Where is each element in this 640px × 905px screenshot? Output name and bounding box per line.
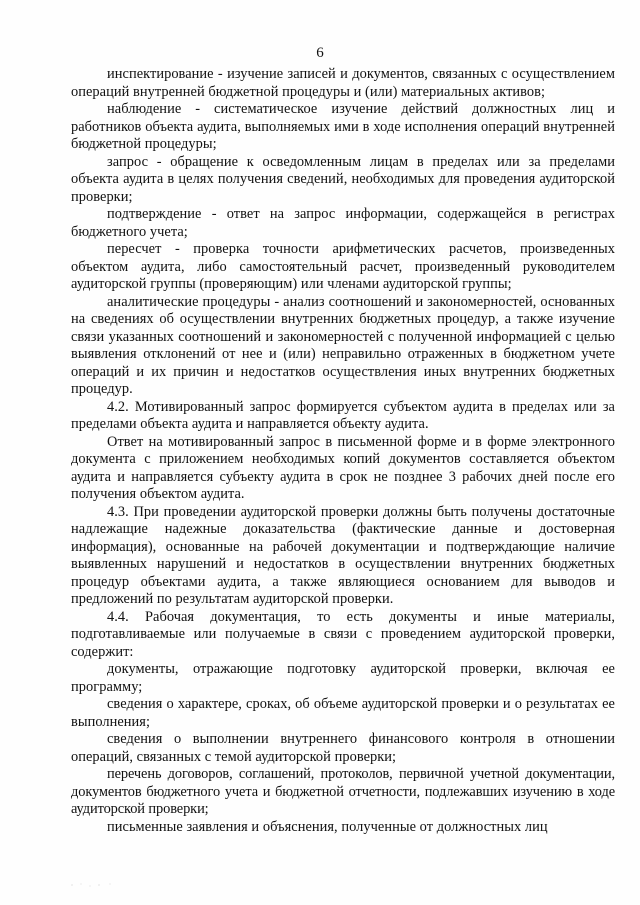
paragraph-request: запрос - обращение к осведомленным лицам в пределах или за пределами объекта аудита в целях получения сведений, необходимых для проведения аудиторской проверки; bbox=[71, 153, 615, 205]
paragraph-inspection: инспектирование - изучение записей и документов, связанных с осуществлением операций внутренней бюджетной процедуры и (или) материальных активов; bbox=[71, 66, 615, 100]
paragraph-confirmation: подтверждение - ответ на запрос информации, содержащейся в регистрах бюджетного учета; bbox=[71, 206, 615, 240]
paragraph-recalculation: пересчет - проверка точности арифметических расчетов, произведенных объектом аудита, либо самостоятельный расчет, произведенный руководителем аудиторской группы (проверяющим) или членами аудиторской группы; bbox=[71, 241, 615, 292]
paragraph-information-nature: сведения о характере, сроках, об объеме аудиторской проверки и о результатах ее выполнения; bbox=[71, 696, 615, 730]
document-body bbox=[71, 66, 615, 836]
paragraph-financial-control: сведения о выполнении внутреннего финансового контроля в отношении операций, связанных с темой аудиторской проверки; bbox=[71, 731, 615, 765]
page-number: 6 bbox=[316, 45, 324, 61]
paragraph-observation: наблюдение - систематическое изучение действий должностных лиц и работников объекта аудита, выполняемых ими в ходе исполнения операций внутренней бюджетной процедуры; bbox=[71, 101, 615, 152]
scan-noise-mark bbox=[68, 882, 118, 888]
paragraph-response: Ответ на мотивированный запрос в письменной форме и в форме электронного документа с приложением необходимых копий документов составляется объектом аудита и направляется субъекту аудита в срок не позднее 3 рабочих дней после его получения объектом аудита. bbox=[71, 433, 615, 502]
paragraph-4-4: 4.4. Рабочая документация, то есть документы и иные материалы, подготавливаемые или получаемые в связи с проведением аудиторской проверки, содержит: bbox=[71, 608, 615, 660]
paragraph-4-2: 4.2. Мотивированный запрос формируется субъектом аудита в пределах или за пределами объекта аудита и направляется объекту аудита. bbox=[71, 398, 615, 432]
paragraph-contracts-list: перечень договоров, соглашений, протоколов, первичной учетной документации, документов бюджетного учета и бюджетной отчетности, подлежавших изучению в ходе аудиторской проверки; bbox=[71, 766, 615, 817]
paragraph-analytical-procedures: аналитические процедуры - анализ соотношений и закономерностей, основанных на сведениях об осуществлении внутренних бюджетных процедур, а также изучение связи указанных соотношений и закономерностей с полученной информацией с целью выявления отклонений от нее и (или) неправильно отраженных в бюджетном учете операций и их причин и недостатков осуществления иных внутренних бюджетных процедур. bbox=[71, 293, 615, 397]
paragraph-written-statements: письменные заявления и объяснения, полученные от должностных лиц bbox=[107, 818, 548, 835]
paragraph-documents: документы, отражающие подготовку аудиторской проверки, включая ее программу; bbox=[71, 661, 615, 695]
paragraph-4-3: 4.3. При проведении аудиторской проверки должны быть получены достаточные надлежащие надежные доказательства (фактические данные и достоверная информация), основанные на рабочей документации и подтверждающие наличие выявленных нарушений и недостатков в осуществлении внутренних бюджетных процедур объектами аудита, а также являющиеся основанием для выводов и предложений по результатам аудиторской проверки. bbox=[71, 503, 615, 607]
